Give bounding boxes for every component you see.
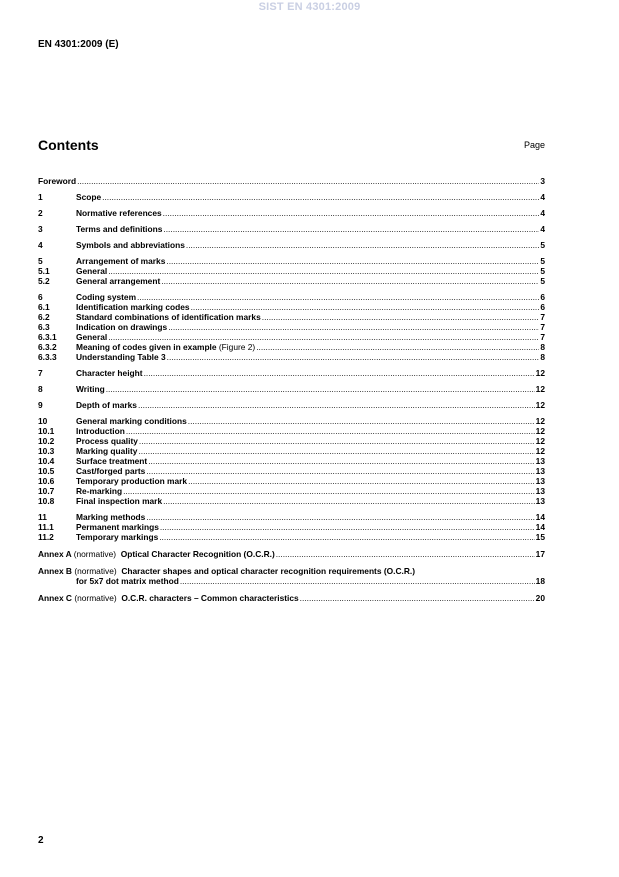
toc-entry-number: 10.6 [38, 476, 55, 486]
toc-entry[interactable] [38, 496, 545, 506]
toc-entry[interactable] [38, 486, 545, 496]
toc-entry-page: 3 [540, 176, 545, 186]
toc-entries [38, 176, 545, 542]
dot-leader [167, 352, 540, 362]
toc-entry[interactable] [38, 266, 545, 276]
toc-entry[interactable] [38, 512, 545, 522]
toc-entry[interactable] [38, 208, 545, 218]
toc-annex-a[interactable] [38, 549, 545, 559]
dot-leader [106, 384, 535, 394]
toc-entry-title: Arrangement of marks [76, 256, 166, 266]
toc-entry-page: 4 [540, 224, 545, 234]
toc-entry[interactable] [38, 446, 545, 456]
dot-leader [144, 368, 535, 378]
toc-entry-title: Indication on drawings [76, 322, 168, 332]
dot-leader [108, 332, 539, 342]
dot-leader [108, 266, 539, 276]
toc-entry-number: 10.3 [38, 446, 55, 456]
dot-leader [126, 426, 535, 436]
toc-entry-page: 15 [535, 532, 545, 542]
toc-entry-title: Process quality [76, 436, 138, 446]
dot-leader [161, 276, 539, 286]
dot-leader [123, 486, 535, 496]
toc-entry-page: 13 [535, 486, 545, 496]
toc-entry-number: 11 [38, 512, 47, 522]
toc-entry-title: Permanent markings [76, 522, 159, 532]
toc-entry-title: Standard combinations of identification marks [76, 312, 261, 322]
toc-entry-number: 1 [38, 192, 43, 202]
toc-entry-page: 13 [535, 496, 545, 506]
table-of-contents [38, 176, 545, 603]
toc-entry-title: Surface treatment [76, 456, 148, 466]
toc-entry-title: Coding system [76, 292, 137, 302]
dot-leader [146, 512, 534, 522]
toc-entry-page: 13 [535, 466, 545, 476]
toc-entry-number: 10.1 [38, 426, 55, 436]
toc-entry-number: 11.2 [38, 532, 54, 542]
toc-entry-number: 8 [38, 384, 43, 394]
toc-entry-title: Introduction [76, 426, 125, 436]
toc-entry-page: 14 [535, 522, 545, 532]
toc-entry-page: 4 [540, 192, 545, 202]
toc-entry-title: Scope [76, 192, 102, 202]
toc-entry-number: 3 [38, 224, 43, 234]
toc-entry-title: Cast/forged parts [76, 466, 146, 476]
toc-entry[interactable] [38, 426, 545, 436]
toc-entry-page: 6 [540, 302, 545, 312]
toc-entry-title: Identification marking codes [76, 302, 190, 312]
toc-entry-number: 6.3.1 [38, 332, 57, 342]
dot-leader [186, 240, 539, 250]
toc-entry-number: 10.2 [38, 436, 55, 446]
toc-entry[interactable] [38, 456, 545, 466]
dot-leader [300, 593, 535, 603]
toc-entry-number: 2 [38, 208, 43, 218]
toc-entry[interactable] [38, 416, 545, 426]
toc-entry-number: 4 [38, 240, 43, 250]
toc-entry-page: 6 [540, 292, 545, 302]
toc-entry-page: 7 [540, 332, 545, 342]
toc-entry-number: 10 [38, 416, 48, 426]
toc-entry-number: 11.1 [38, 522, 54, 532]
page-number: 2 [38, 835, 44, 846]
toc-entry[interactable] [38, 384, 545, 394]
toc-entry-page: 5 [540, 266, 545, 276]
dot-leader [188, 416, 535, 426]
toc-entry-title: Annex A (normative) Optical Character Recognition (O.C.R.) [38, 549, 275, 559]
toc-entry-number: 10.4 [38, 456, 55, 466]
toc-entry-number: 6.3.2 [38, 342, 57, 352]
toc-entry-title: Annex C (normative) O.C.R. characters – Common characteristics [38, 593, 299, 603]
toc-entry[interactable] [38, 400, 545, 410]
dot-leader [262, 312, 540, 322]
toc-entry-number: 6.2 [38, 312, 50, 322]
toc-entry-number: 10.5 [38, 466, 55, 476]
toc-entry-title: Meaning of codes given in example (Figure 2) [76, 342, 256, 352]
toc-entry[interactable] [38, 368, 545, 378]
toc-entry-title: Terms and definitions [76, 224, 163, 234]
toc-entry-title: Marking quality [76, 446, 138, 456]
toc-entry[interactable] [38, 436, 545, 446]
toc-entry-number: 5.2 [38, 276, 50, 286]
toc-entry-page: 12 [535, 426, 545, 436]
toc-entry[interactable] [38, 476, 545, 486]
toc-entry[interactable] [38, 176, 545, 186]
dot-leader [160, 522, 535, 532]
toc-entry[interactable] [38, 466, 545, 476]
toc-entry-title: Marking methods [76, 512, 146, 522]
dot-leader [191, 302, 540, 312]
toc-entry-number: 6.3.3 [38, 352, 57, 362]
dot-leader [163, 496, 535, 506]
toc-entry[interactable] [38, 532, 545, 542]
toc-entry[interactable] [38, 224, 545, 234]
toc-entry-page: 12 [535, 436, 545, 446]
dot-leader [166, 256, 539, 266]
toc-entry-page: 17 [535, 549, 545, 559]
toc-entry-title: General marking conditions [76, 416, 187, 426]
toc-entry-title: General [76, 266, 108, 276]
toc-entry-title: Temporary markings [76, 532, 159, 542]
toc-entry-page: 5 [540, 256, 545, 266]
toc-entry-page: 8 [540, 342, 545, 352]
toc-entry[interactable] [38, 276, 545, 286]
toc-entry-title: for 5x7 dot matrix method [76, 576, 179, 586]
toc-entry[interactable] [38, 352, 545, 362]
page-column-label: Page [523, 140, 545, 150]
toc-entry-number: 6.1 [38, 302, 50, 312]
toc-entry-page: 12 [535, 446, 545, 456]
toc-entry[interactable] [38, 522, 545, 532]
toc-entry-page: 18 [535, 576, 545, 586]
toc-entry-page: 8 [540, 352, 545, 362]
toc-entry[interactable] [38, 312, 545, 322]
toc-entry-number: 6 [38, 292, 43, 302]
dot-leader [188, 476, 535, 486]
toc-entry-page: 12 [535, 368, 545, 378]
dot-leader [159, 532, 534, 542]
watermark: SIST EN 4301:2009 [258, 1, 361, 13]
toc-entry-page: 13 [535, 456, 545, 466]
contents-title: Contents [38, 137, 99, 153]
toc-entry-title: Symbols and abbreviations [76, 240, 185, 250]
toc-annex-c[interactable] [38, 593, 545, 603]
dot-leader [163, 208, 540, 218]
dot-leader [102, 192, 539, 202]
toc-entry-title: Depth of marks [76, 400, 137, 410]
toc-entry-page: 5 [540, 240, 545, 250]
toc-entry-title: General arrangement [76, 276, 161, 286]
toc-entry-title: Re-marking [76, 486, 123, 496]
toc-entry-page: 13 [535, 476, 545, 486]
dot-leader [276, 549, 535, 559]
document-id: EN 4301:2009 (E) [38, 39, 119, 50]
dot-leader [139, 436, 535, 446]
toc-annex-b[interactable]: Annex B (normative) Character shapes and optical character recognition requirements (O.C.R.) [38, 566, 415, 576]
toc-entry-title: Normative references [76, 208, 162, 218]
dot-leader [138, 400, 535, 410]
toc-entry[interactable] [38, 192, 545, 202]
toc-entry-number: 5.1 [38, 266, 50, 276]
toc-entry-page: 7 [540, 322, 545, 332]
dot-leader [138, 446, 534, 456]
toc-entry-title: Foreword [38, 176, 77, 186]
toc-annex-b-continued[interactable] [38, 576, 545, 586]
dot-leader [137, 292, 539, 302]
toc-entry-page: 4 [540, 208, 545, 218]
toc-entry[interactable] [38, 302, 545, 312]
toc-entry-page: 7 [540, 312, 545, 322]
toc-entry-number: 7 [38, 368, 43, 378]
toc-entry-title: Character height [76, 368, 143, 378]
toc-entry-title: Understanding Table 3 [76, 352, 166, 362]
toc-entry[interactable] [38, 256, 545, 266]
toc-entry-page: 12 [535, 416, 545, 426]
dot-leader [180, 576, 535, 586]
toc-entry-title: General [76, 332, 108, 342]
toc-entry-number: 9 [38, 400, 43, 410]
toc-entry[interactable] [38, 292, 545, 302]
toc-entry-page: 14 [535, 512, 545, 522]
toc-entry[interactable] [38, 342, 545, 352]
toc-entry-number: 10.8 [38, 496, 55, 506]
toc-entry-number: 6.3 [38, 322, 50, 332]
dot-leader [77, 176, 539, 186]
toc-entry[interactable] [38, 332, 545, 342]
toc-entry-number: 5 [38, 256, 43, 266]
toc-entry-title: Writing [76, 384, 105, 394]
dot-leader [146, 466, 534, 476]
toc-entry-title: Final inspection mark [76, 496, 163, 506]
dot-leader [256, 342, 539, 352]
toc-entry-title: Temporary production mark [76, 476, 188, 486]
toc-entry-page: 20 [535, 593, 545, 603]
toc-entry[interactable] [38, 240, 545, 250]
toc-entry-page: 5 [540, 276, 545, 286]
toc-entry-number: 10.7 [38, 486, 55, 496]
toc-entry[interactable] [38, 322, 545, 332]
dot-leader [148, 456, 534, 466]
dot-leader [163, 224, 539, 234]
toc-entry-page: 12 [535, 400, 545, 410]
toc-entry-page: 12 [535, 384, 545, 394]
dot-leader [168, 322, 539, 332]
